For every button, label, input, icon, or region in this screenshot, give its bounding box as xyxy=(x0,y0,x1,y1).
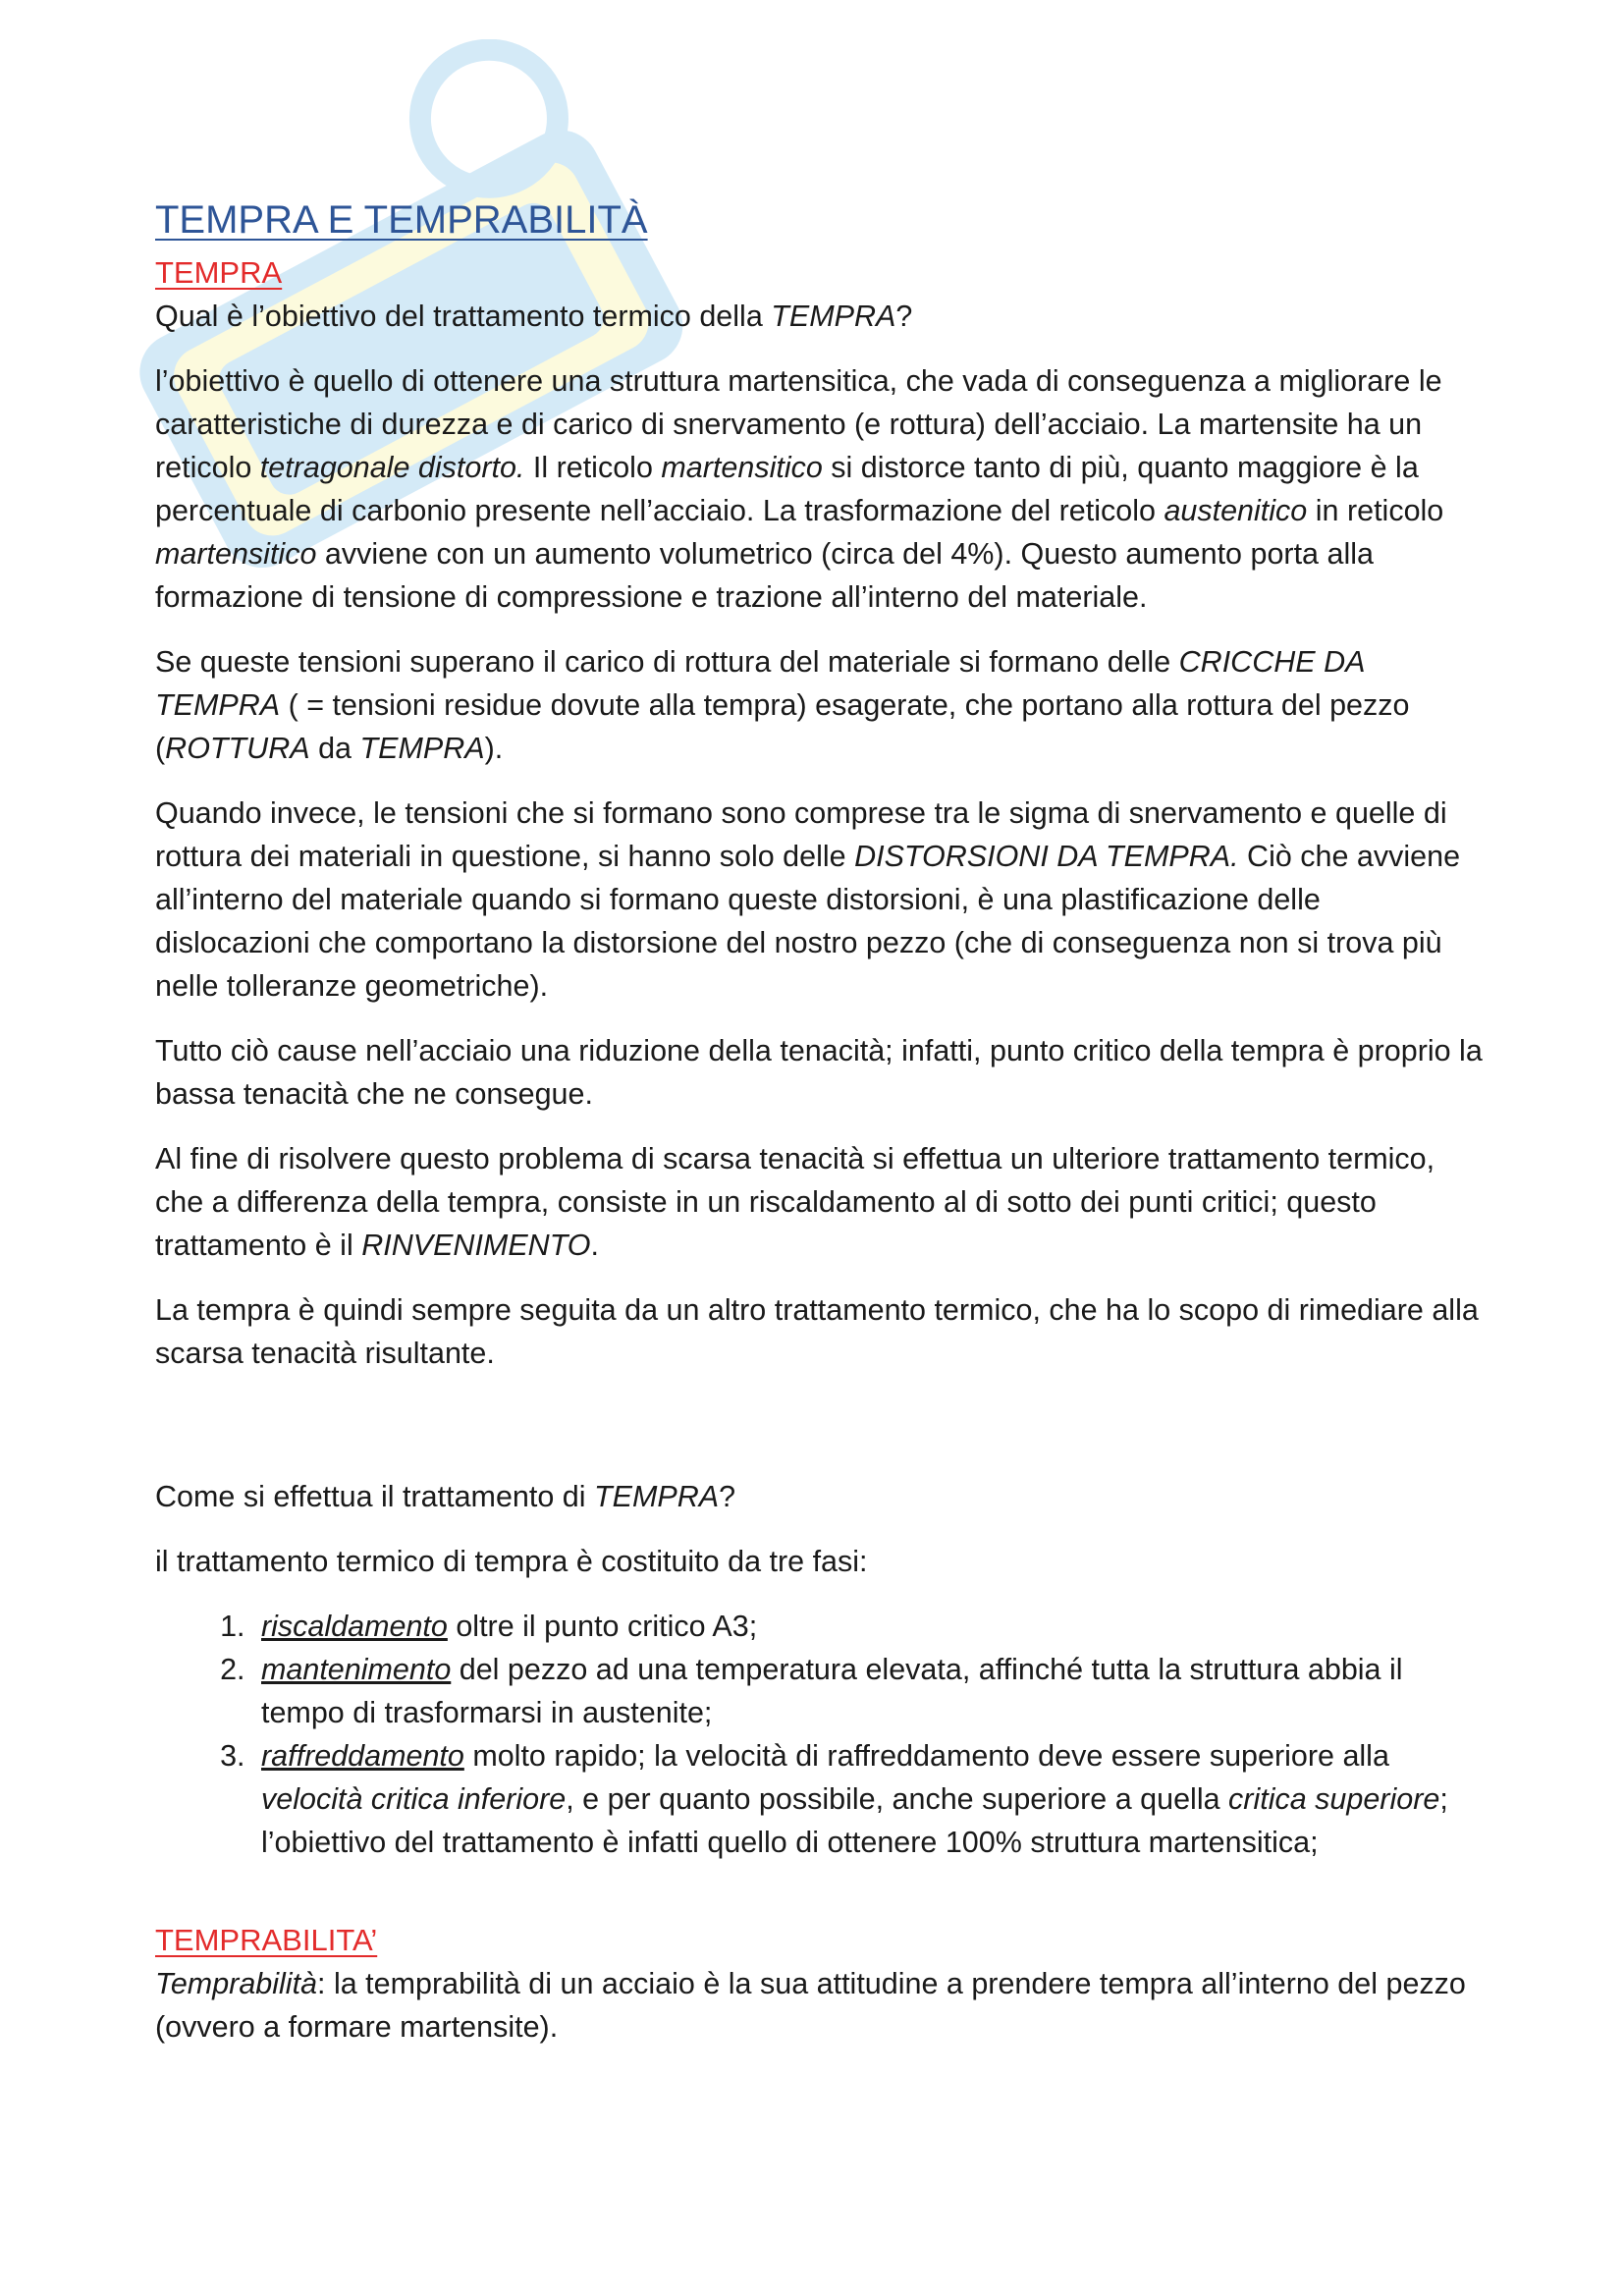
text-italic: velocità critica inferiore xyxy=(261,1782,567,1816)
phase-text: , e per quanto possibile, anche superiore a quella xyxy=(566,1782,1229,1816)
question-emphasis: TEMPRA xyxy=(771,300,896,333)
paragraph-cricche xyxy=(155,640,1483,770)
text-run: Se queste tensioni superano il carico di rottura del materiale si formano delle xyxy=(155,645,1179,679)
paragraph-temprabilita xyxy=(155,1962,1483,2049)
paragraph-tre-fasi: il trattamento termico di tempra è costituito da tre fasi: xyxy=(155,1545,868,1578)
section-heading-temprabilita: TEMPRABILITA’ xyxy=(155,1923,378,1957)
paragraph-tenacita: Tutto ciò cause nell’acciaio una riduzione della tenacità; infatti, punto critico della tempra è proprio la bassa tenacità che ne consegue. xyxy=(155,1034,1483,1111)
text-italic: RINVENIMENTO xyxy=(361,1229,591,1262)
text-run: l’obiettivo è quello di ottenere una struttura martensitica, che vada di conseguenza a migliorare le caratteristiche di durezza e di carico di snervamento (e rottura) dell’acciaio. La martensite ha un reticolo xyxy=(155,364,1442,484)
text-run: Ciò che avviene all’interno del materiale quando si formano queste distorsioni, è una plastificazione delle dislocazioni che comportano la distorsione del nostro pezzo (che di conseguenza non si trova più nelle tolleranze geometriche). xyxy=(155,840,1461,1003)
phase-term: mantenimento xyxy=(261,1653,452,1686)
section-heading-tempra: TEMPRA xyxy=(155,255,283,290)
text-run: avviene con un aumento volumetrico (circa del 4%). Questo aumento porta alla formazione di tensione di compressione e trazione all’interno del materiale. xyxy=(155,537,1374,614)
question-emphasis: TEMPRA xyxy=(594,1480,720,1513)
text-run: ). xyxy=(484,732,504,765)
text-italic: tetragonale distorto. xyxy=(259,451,525,484)
term-italic: Temprabilità xyxy=(155,1967,318,2000)
text-run: ( = tensioni residue dovute alla tempra) esagerate, che portano alla rottura del pezzo ( xyxy=(155,688,1410,765)
text-italic: martensitico xyxy=(661,451,823,484)
question-mark: ? xyxy=(719,1480,736,1513)
list-item xyxy=(253,1605,1483,1648)
phase-term: raffreddamento xyxy=(261,1739,464,1773)
question-how xyxy=(155,1475,1483,1518)
question-text: Qual è l’obiettivo del trattamento termico della xyxy=(155,300,772,333)
text-run: da xyxy=(309,732,360,765)
question-text: Come si effettua il trattamento di xyxy=(155,1480,594,1513)
text-run: Il reticolo xyxy=(524,451,662,484)
text-italic: CRICCHE DA TEMPRA xyxy=(155,645,1365,722)
text-run: Quando invece, le tensioni che si formano sono comprese tra le sigma di snervamento e quelle di rottura dei materiali in questione, si hanno solo delle xyxy=(155,796,1447,873)
paragraph-martensite xyxy=(155,359,1483,619)
definition-text: : la temprabilità di un acciaio è la sua attitudine a prendere tempra all’interno del pezzo (ovvero a formare martensite). xyxy=(155,1967,1466,2044)
text-run: in reticolo xyxy=(1307,494,1444,527)
text-italic: austenitico xyxy=(1164,494,1308,527)
question-mark: ? xyxy=(895,300,913,333)
question-objective xyxy=(155,295,1483,338)
spacer xyxy=(155,1396,1483,1475)
document-page xyxy=(155,192,1483,2070)
text-italic: martensitico xyxy=(155,537,317,571)
text-italic: TEMPRA xyxy=(359,732,485,765)
paragraph-seguita: La tempra è quindi sempre seguita da un altro trattamento termico, che ha lo scopo di rimediare alla scarsa tenacità risultante. xyxy=(155,1293,1479,1370)
phase-text: ; l’obiettivo del trattamento è infatti quello di ottenere 100% struttura martensitica; xyxy=(261,1782,1448,1859)
phase-text: molto rapido; la velocità di raffreddamento deve essere superiore alla xyxy=(463,1739,1389,1773)
phase-term: riscaldamento xyxy=(261,1610,448,1643)
phases-list xyxy=(155,1605,1483,1864)
list-item xyxy=(253,1648,1483,1734)
list-item xyxy=(253,1734,1483,1864)
spacer xyxy=(155,1864,1483,1919)
text-italic: DISTORSIONI DA TEMPRA. xyxy=(854,840,1239,873)
phase-text: oltre il punto critico A3; xyxy=(447,1610,758,1643)
phase-text: del pezzo ad una temperatura elevata, affinché tutta la struttura abbia il tempo di trasformarsi in austenite; xyxy=(261,1653,1403,1729)
text-italic: critica superiore xyxy=(1228,1782,1440,1816)
document-title: TEMPRA E TEMPRABILITÀ xyxy=(155,198,648,242)
text-run: . xyxy=(590,1229,599,1262)
paragraph-rinvenimento xyxy=(155,1137,1483,1267)
text-run: Al fine di risolvere questo problema di scarsa tenacità si effettua un ulteriore trattamento termico, che a differenza della tempra, consiste in un riscaldamento al di sotto dei punti critici; questo trattamento è il xyxy=(155,1142,1435,1262)
paragraph-distorsioni xyxy=(155,792,1483,1008)
text-italic: ROTTURA xyxy=(165,732,310,765)
text-run: si distorce tanto di più, quanto maggiore è la percentuale di carbonio presente nell’acciaio. La trasformazione del reticolo xyxy=(155,451,1419,527)
